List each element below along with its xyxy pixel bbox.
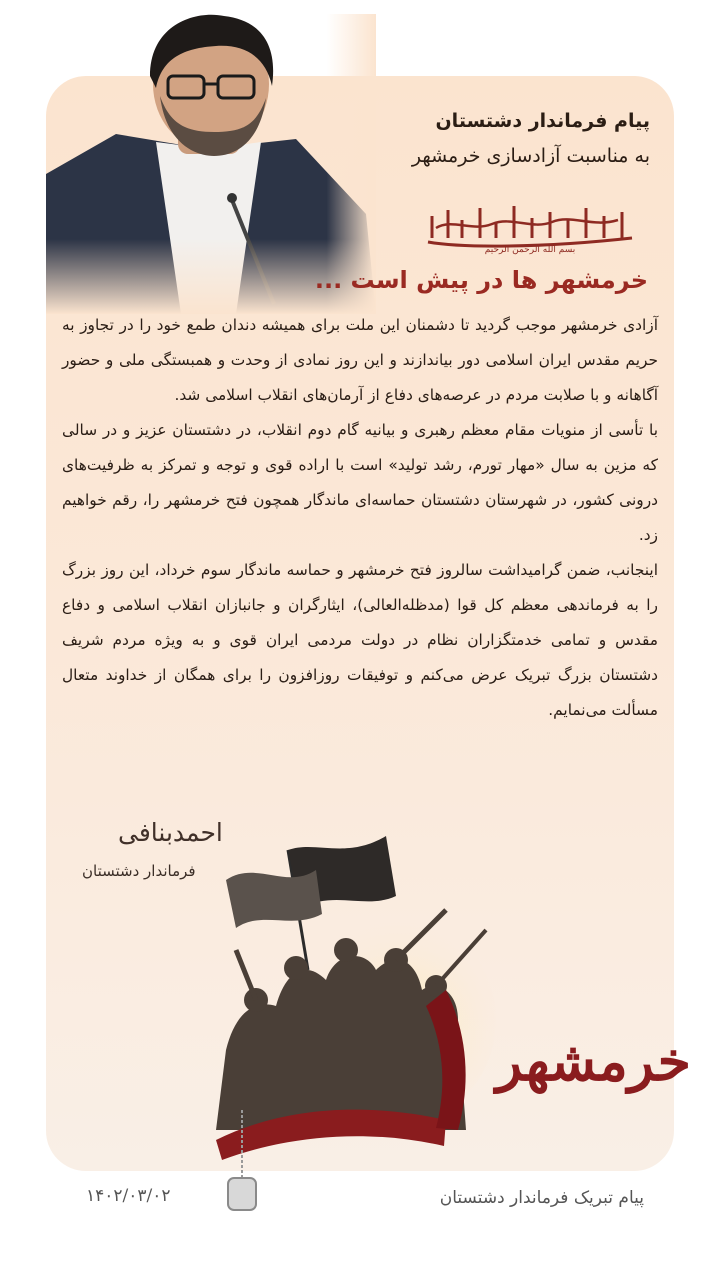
body-paragraph-2: با تأسی از منویات مقام معظم رهبری و بیانیه گام دوم انقلاب، در دشتستان عزیز و در سالی که مزین به سال «مهار تورم، رشد تولید» است با اراده قوی و توجه و تمرکز به ظرفیت‌های درونی کشور، در شهرستان دشتستان حماسه‌ای ماندگار همچون فتح خرمشهر را، رقم خواهیم زد.	[62, 421, 658, 544]
signature-name: احمدبنافی	[118, 818, 223, 847]
svg-text:بسم الله الرحمن الرحیم: بسم الله الرحمن الرحیم	[484, 245, 576, 255]
headline: خرمشهر ها در پیش است ...	[314, 266, 648, 294]
body-paragraph-1: آزادی خرمشهر موجب گردید تا دشمنان این ملت برای همیشه دندان طمع خود را در تجاوز به حریم مقدس ایران اسلامی دور بیاندازند و این روز نمادی از وحدت و همبستگی ملی و حضور آگاهانه و با صلابت مردم در عرصه‌های دفاع از آرمان‌های انقلاب اسلامی شد.	[62, 316, 658, 404]
message-body	[62, 308, 658, 728]
message-title: پیام فرماندار دشتستان	[435, 110, 650, 132]
message-subtitle: به مناسبت آزادسازی خرمشهر	[411, 145, 650, 167]
footer-date: ۱۴۰۲/۰۳/۰۲	[86, 1186, 171, 1206]
body-paragraph-3: اینجانب، ضمن گرامیداشت سالروز فتح خرمشهر و حماسه ماندگار سوم خرداد، این روز بزرگ را به فرماندهی معظم کل قوا (مدظله‌العالی)، ایثارگران و جانبازان انقلاب اسلامی و دفاع مقدس و تمامی خدمتگزاران نظام در دولت مردمی ایران قوی و به ویژه مردم شریف دشتستان بزرگ تبریک عرض می‌کنم و توفیقات روزافزون را برای همگان از خداوند متعال مسألت می‌نمایم.	[62, 561, 658, 719]
signature-title: فرماندار دشتستان	[82, 862, 196, 880]
basmala-calligraphy	[422, 198, 638, 254]
svg-text:خرمشهر: خرمشهر	[496, 1029, 691, 1093]
footer-caption: پیام تبریک فرماندار دشتستان	[439, 1188, 644, 1208]
